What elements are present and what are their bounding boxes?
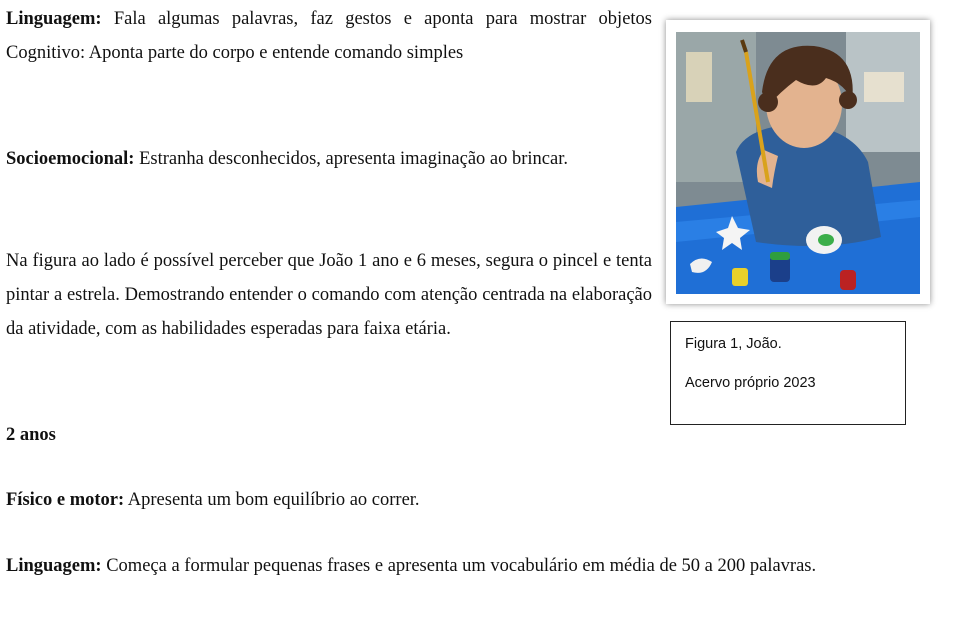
text-socioemocional: Estranha desconhecidos, apresenta imaginação ao brincar. <box>134 149 568 169</box>
paragraph-figure-description: Na figura ao lado é possível perceber que João 1 ano e 6 meses, segura o pincel e tenta pintar a estrela. Demostrando entender o comando com atenção centrada na elaboração da atividade, com as habilidades esperadas para faixa etária. <box>6 251 652 339</box>
paragraph-socioemocional <box>6 142 652 176</box>
label-fisico-motor: Físico e motor: <box>6 490 125 510</box>
paragraph-linguagem-1 <box>6 2 652 70</box>
photo-illustration <box>676 32 920 294</box>
heading-2-anos: 2 anos <box>6 425 56 445</box>
figure-caption-box <box>670 321 906 425</box>
text-linguagem-1: Fala algumas palavras, faz gestos e aponta para mostrar objetos Cognitivo: Aponta parte do corpo e entende comando simples <box>6 9 652 63</box>
paragraph-fisico-motor <box>6 483 936 517</box>
label-linguagem-2: Linguagem: <box>6 556 102 576</box>
paragraph-linguagem-2 <box>6 549 946 583</box>
section-heading-2-anos <box>6 418 652 452</box>
figure-photo-frame <box>666 20 930 304</box>
figure-caption-title: Figura 1, João. <box>685 336 782 352</box>
text-linguagem-2: Começa a formular pequenas frases e apresenta um vocabulário em média de 50 a 200 palavras. <box>101 556 817 576</box>
label-linguagem-1: Linguagem: <box>6 9 102 29</box>
label-socioemocional: Socioemocional: <box>6 149 135 169</box>
text-fisico-motor: Apresenta um bom equilíbrio ao correr. <box>124 490 420 510</box>
child-painting-photo <box>676 32 920 294</box>
figure-caption-source: Acervo próprio 2023 <box>685 375 816 391</box>
